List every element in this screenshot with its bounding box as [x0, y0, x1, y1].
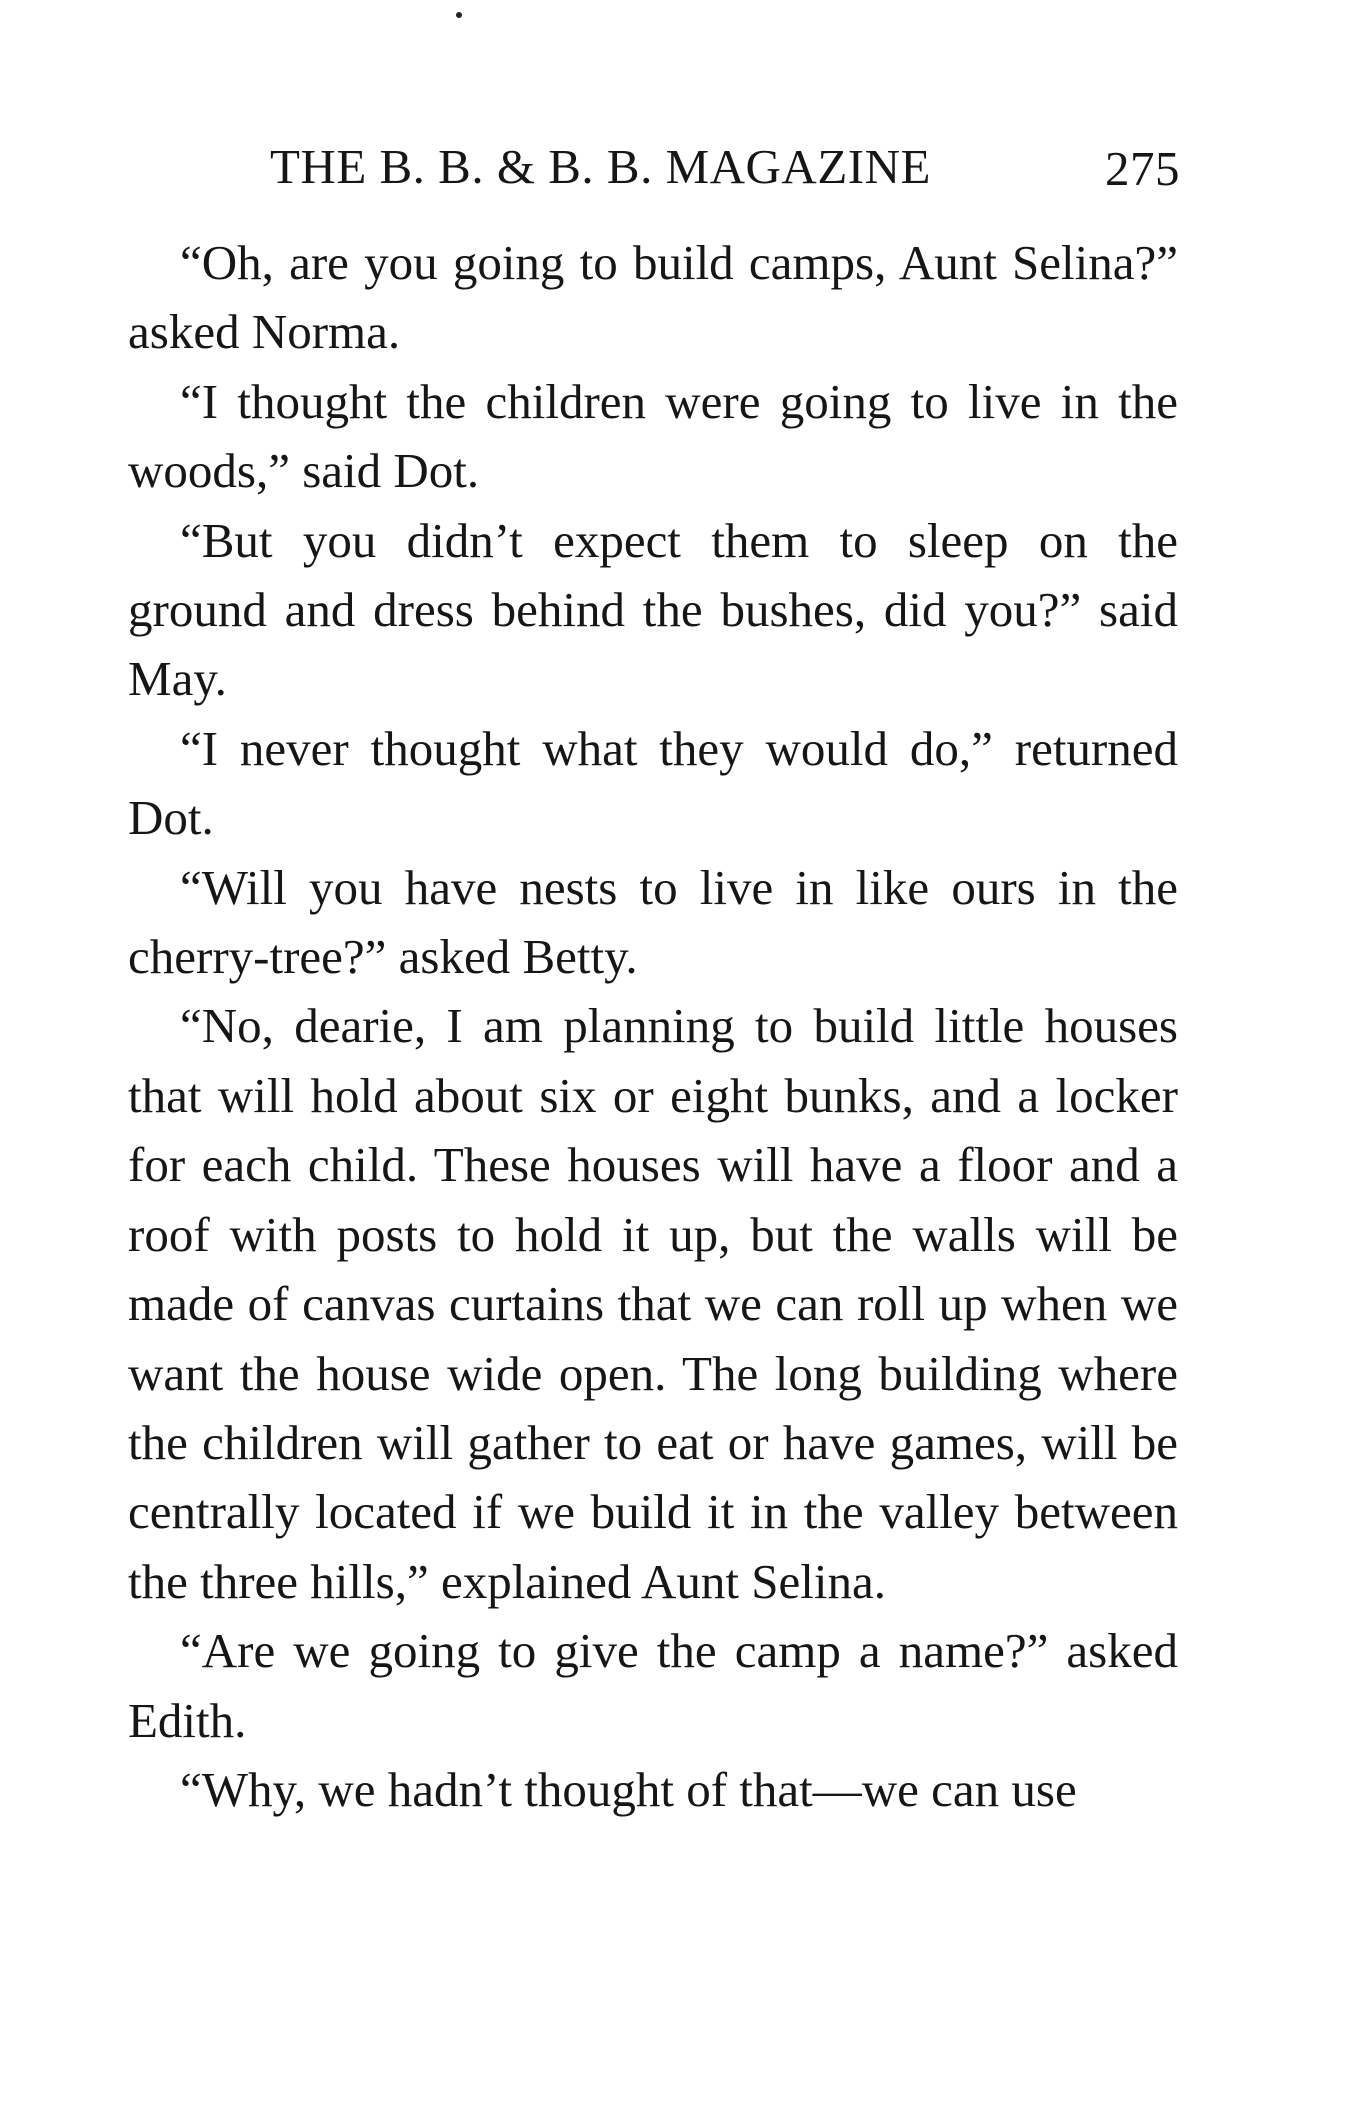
body-text	[128, 228, 1178, 1824]
paragraph-may: “But you didn’t expect them to sleep on the ground and dress behind the bushes, did you?” said May.	[128, 512, 1178, 707]
paragraph-norma: “Oh, are you going to build camps, Aunt Selina?” asked Norma.	[128, 235, 1178, 360]
paragraph-betty: “Will you have nests to live in like ours in the cherry-tree?” asked Betty.	[128, 859, 1178, 985]
paragraph-aunt-selina: “No, dearie, I am planning to build little houses that will hold about six or eight bunks, and a locker for each child. These houses will have a floor and a roof with posts to hold it up, but the walls will be made of canvas curtains that we can roll up when we want the house wide open. The long building where the children will gather to eat or have games, will be centrally located if we build it in the valley between the three hills,” explained Aunt Selina.	[128, 998, 1178, 1609]
paragraph-why: “Why, we hadn’t thought of that—we can use	[180, 1761, 1077, 1817]
paragraph-edith: “Are we going to give the camp a name?” asked Edith.	[128, 1623, 1178, 1748]
running-title: THE B. B. & B. B. MAGAZINE	[270, 139, 931, 194]
paragraph-dot-woods: “I thought the children were going to live in the woods,” said Dot.	[128, 373, 1178, 499]
paragraph-dot-returned: “I never thought what they would do,” returned Dot.	[128, 720, 1178, 846]
ink-speck	[456, 12, 462, 18]
page-number: 275	[1105, 141, 1180, 196]
running-header	[270, 138, 1190, 198]
